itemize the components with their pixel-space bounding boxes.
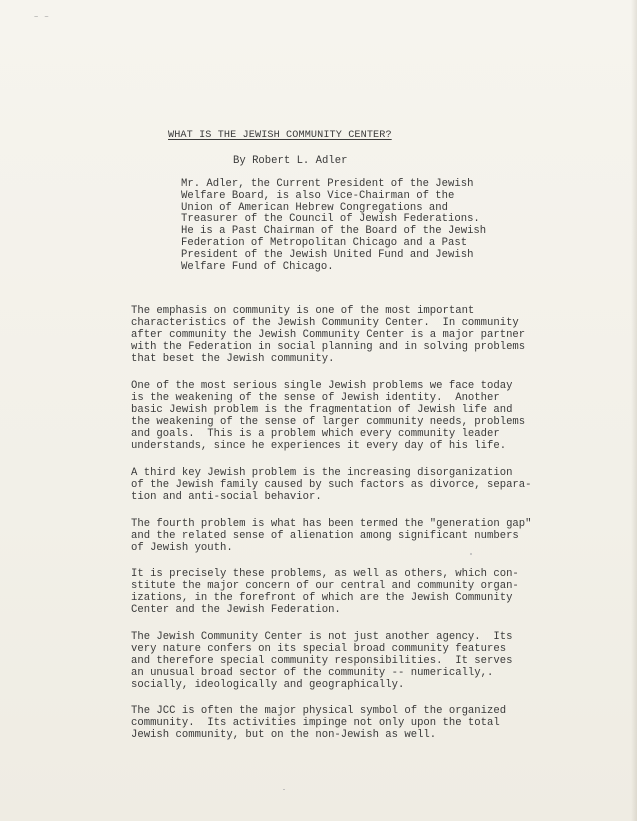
- text-line: and the related sense of alienation among significant numbers: [131, 530, 519, 543]
- text-line: The Jewish Community Center is not just another agency. Its: [131, 631, 513, 643]
- text-line: tion and anti-social behavior.: [131, 491, 322, 504]
- text-line: The emphasis on community is one of the most important: [131, 305, 475, 317]
- paragraph-jewish-identity: [131, 380, 525, 453]
- paragraph-generation-gap: [131, 518, 532, 554]
- paragraph-community-emphasis: [131, 305, 525, 365]
- bio-line: He is a Past Chairman of the Board of the Jewish: [181, 225, 487, 238]
- bio-line: Mr. Adler, the Current President of the Jewish: [181, 178, 474, 190]
- text-line: Jewish community, but on the non-Jewish as well.: [131, 729, 437, 742]
- bio-line: Welfare Board, is also Vice-Chairman of the: [181, 189, 455, 202]
- text-line: basic Jewish problem is the fragmentation of Jewish life and: [131, 404, 513, 417]
- paragraph-not-another-agency: [131, 631, 512, 691]
- text-line: socially, ideologically and geographically.: [131, 679, 405, 692]
- text-line: and goals. This is a problem which every community leader: [131, 428, 500, 441]
- paper-speck: [283, 789, 285, 790]
- author-bio: [181, 179, 486, 273]
- text-line: It is precisely these problems, as well as others, which con-: [131, 568, 519, 580]
- text-line: The JCC is often the major physical symbol of the organized: [131, 705, 507, 717]
- text-line: of the Jewish family caused by such factors as divorce, separa-: [131, 479, 532, 492]
- bio-line: Treasurer of the Council of Jewish Federations.: [181, 213, 480, 226]
- text-line: A third key Jewish problem is the increasing disorganization: [131, 467, 513, 479]
- bio-line: Union of American Hebrew Congregations and: [181, 201, 449, 214]
- text-line: that beset the Jewish community.: [131, 353, 335, 366]
- text-line: izations, in the forefront of which are the Jewish Community: [131, 592, 513, 605]
- bio-line: President of the Jewish United Fund and Jewish: [181, 248, 474, 261]
- document-title: WHAT IS THE JEWISH COMMUNITY CENTER?: [168, 130, 392, 141]
- text-line: stitute the major concern of our central and community organ-: [131, 580, 519, 593]
- paper-speck: [470, 553, 472, 555]
- paragraph-major-concern: [131, 568, 519, 616]
- bio-line: Welfare Fund of Chicago.: [181, 260, 334, 273]
- text-line: after community the Jewish Community Center is a major partner: [131, 329, 526, 342]
- text-line: One of the most serious single Jewish problems we face today: [131, 380, 513, 392]
- text-line: Center and the Jewish Federation.: [131, 604, 341, 617]
- text-line: very nature confers on its special broad community features: [131, 643, 507, 656]
- text-line: of Jewish youth.: [131, 542, 233, 555]
- text-line: and therefore special community responsibilities. It serves: [131, 655, 513, 668]
- text-line: understands, since he experiences it every day of his life.: [131, 440, 507, 453]
- bio-line: Federation of Metropolitan Chicago and a Past: [181, 236, 468, 249]
- paragraph-family-disorganization: [131, 467, 532, 503]
- text-line: characteristics of the Jewish Community Center. In community: [131, 317, 519, 330]
- text-line: is the weakening of the sense of Jewish identity. Another: [131, 392, 500, 405]
- text-line: The fourth problem is what has been termed the "generation gap": [131, 518, 532, 530]
- text-line: with the Federation in social planning and in solving problems: [131, 341, 526, 354]
- text-line: community. Its activities impinge not only upon the total: [131, 717, 500, 730]
- text-line: an unusual broad sector of the community -- numerically,.: [131, 667, 494, 680]
- text-line: the weakening of the sense of larger community needs, problems: [131, 416, 526, 429]
- author-byline: By Robert L. Adler: [233, 155, 348, 167]
- page-edge-shadow: [631, 0, 637, 821]
- corner-mark: ~ ~: [34, 14, 50, 22]
- paragraph-physical-symbol: [131, 705, 506, 741]
